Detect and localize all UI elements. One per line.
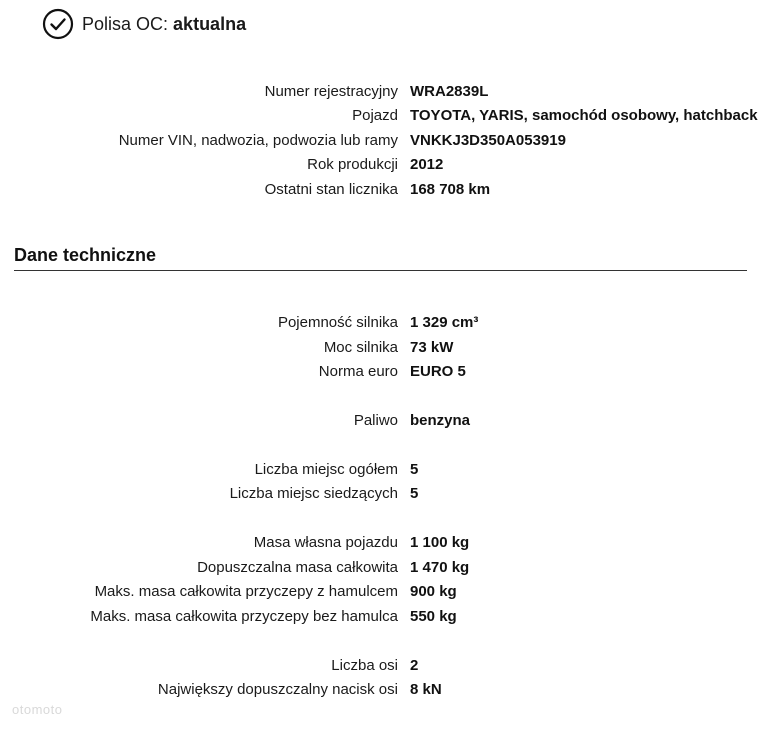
section-divider <box>14 270 747 271</box>
tech-row-euro-norm <box>0 360 760 384</box>
tech-row-engine-capacity <box>0 311 760 335</box>
tech-label: Maks. masa całkowita przyczepy bez hamulca <box>90 608 398 625</box>
tech-value: 1 329 cm³ <box>410 314 479 331</box>
tech-row-seats-total <box>0 458 760 482</box>
info-label: Rok produkcji <box>307 156 398 173</box>
tech-row-axle-load <box>0 678 760 702</box>
insurance-status <box>42 8 246 40</box>
tech-label: Paliwo <box>353 412 398 429</box>
tech-label: Największy dopuszczalny nacisk osi <box>157 681 398 698</box>
tech-label: Masa własna pojazdu <box>253 534 398 551</box>
tech-value: benzyna <box>410 412 471 429</box>
tech-value: 5 <box>410 461 419 478</box>
tech-label: Liczba osi <box>331 657 398 674</box>
watermark: otomoto <box>12 702 63 717</box>
info-label: Numer VIN, nadwozia, podwozia lub ramy <box>118 132 398 149</box>
tech-label: Liczba miejsc ogółem <box>254 461 398 478</box>
tech-label: Liczba miejsc siedzących <box>229 485 398 502</box>
tech-label: Norma euro <box>318 363 398 380</box>
tech-row-fuel <box>0 409 760 433</box>
tech-label: Moc silnika <box>323 339 398 356</box>
tech-row-engine-power <box>0 336 760 360</box>
tech-value: 5 <box>410 485 419 502</box>
info-value: 168 708 km <box>410 181 491 198</box>
tech-label: Dopuszczalna masa całkowita <box>197 559 398 576</box>
info-value: TOYOTA, YARIS, samochód osobowy, hatchback <box>410 107 758 124</box>
tech-value: 900 kg <box>410 583 457 600</box>
tech-value: 73 kW <box>410 339 454 356</box>
tech-label: Maks. masa całkowita przyczepy z hamulcem <box>94 583 398 600</box>
info-label: Pojazd <box>352 107 398 124</box>
info-row-vin <box>0 129 760 153</box>
tech-label: Pojemność silnika <box>277 314 398 331</box>
tech-value: 550 kg <box>410 608 457 625</box>
tech-row-trailer-braked <box>0 580 760 604</box>
info-label: Numer rejestracyjny <box>264 83 398 100</box>
tech-row-seats-sitting <box>0 482 760 506</box>
info-label: Ostatni stan licznika <box>264 181 398 198</box>
check-circle-icon <box>42 8 74 40</box>
tech-value: 1 100 kg <box>410 534 470 551</box>
insurance-status-label: Polisa OC: <box>82 13 169 34</box>
info-value: 2012 <box>410 156 444 173</box>
tech-row-axles <box>0 654 760 678</box>
info-value: WRA2839L <box>410 83 489 100</box>
tech-value: 2 <box>410 657 419 674</box>
info-row-registration <box>0 80 760 104</box>
section-title-technical: Dane techniczne <box>14 245 157 265</box>
tech-row-gross-weight <box>0 556 760 580</box>
insurance-status-text <box>82 14 246 35</box>
tech-value: EURO 5 <box>410 363 466 380</box>
tech-value: 8 kN <box>410 681 442 698</box>
insurance-status-value: aktualna <box>173 13 247 34</box>
info-row-vehicle <box>0 104 760 128</box>
info-value: VNKKJ3D350A053919 <box>410 132 566 149</box>
tech-value: 1 470 kg <box>410 559 470 576</box>
tech-row-trailer-unbraked <box>0 605 760 629</box>
info-row-mileage <box>0 178 760 202</box>
tech-row-curb-weight <box>0 531 760 555</box>
info-row-production-year <box>0 153 760 177</box>
